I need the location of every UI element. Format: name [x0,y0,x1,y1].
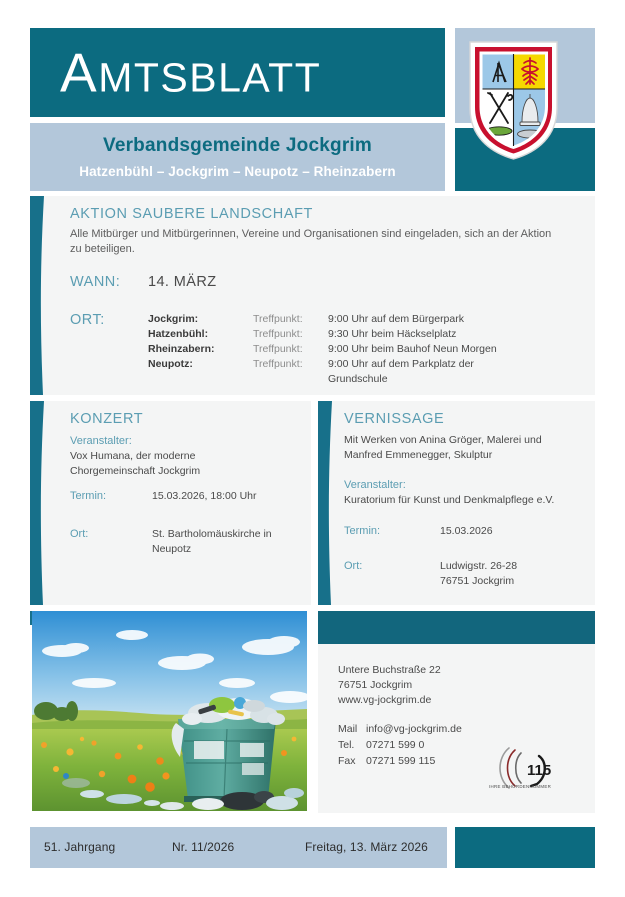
location-meetpoint-info-cont: Grundschule [328,373,388,385]
table-row [148,373,588,388]
villages-list: Hatzenbühl – Jockgrim – Neupotz – Rheinzabern [79,164,396,179]
konzert-veranstalter-line1: Vox Humana, der moderne [70,450,196,462]
aktion-wann-value: 14. MÄRZ [148,274,217,290]
konzert-ort-line2: Neupotz [152,543,192,555]
konzert-termin-label: Termin: [70,490,107,502]
footer-accent-block [455,827,595,868]
contact-address-line1: Untere Buchstraße 22 [338,664,441,676]
behoerdennummer-115-icon [487,744,557,792]
location-name: Jockgrim: [148,313,199,325]
behoerdennummer-caption: IHRE BEHÖRDENNUMMER [489,784,552,789]
location-meetpoint-label: Treffpunkt: [253,328,303,340]
aktion-locations-table [148,313,588,388]
vernissage-title: VERNISSAGE [344,411,445,427]
contact-fax-label: Fax [338,755,356,767]
location-meetpoint-label: Treffpunkt: [253,343,303,355]
vernissage-veranstalter-label: Veranstalter: [344,479,406,491]
konzert-accent-bar [30,401,48,605]
location-meetpoint-info: 9:00 Uhr beim Bauhof Neun Morgen [328,343,497,355]
vernissage-accent-bar [318,401,336,605]
contact-tel-value: 07271 599 0 [366,739,425,751]
konzert-ort-label: Ort: [70,528,89,540]
vernissage-termin-value: 15.03.2026 [440,525,493,537]
masthead-banner [30,28,445,117]
vernissage-veranstalter-value: Kuratorium für Kunst und Denkmalpflege e.V. [344,494,555,506]
location-name: Neupotz: [148,358,193,370]
contact-tel-label: Tel. [338,739,355,751]
coat-of-arms-icon [466,38,561,163]
vernissage-ort-label: Ort: [344,560,363,572]
konzert-veranstalter-label: Veranstalter: [70,435,132,447]
aktion-intro-line1: Alle Mitbürger und Mitbürgerinnen, Vereine und Organisationen sind eingeladen, sich an der Aktion [70,228,552,240]
page-title-initial: A [60,41,99,103]
table-row [148,313,588,328]
footer-date: Freitag, 13. März 2026 [305,840,428,854]
location-name: Hatzenbühl: [148,328,209,340]
footer-volume: 51. Jahrgang [44,840,116,854]
littering-photo [32,611,307,811]
subheader-band [30,123,445,191]
table-row [148,343,588,358]
vernissage-desc-line2: Manfred Emmenegger, Skulptur [344,449,493,461]
konzert-ort-line1: St. Bartholomäuskirche in [152,528,272,540]
svg-text:115: 115 [527,762,552,779]
contact-website[interactable]: www.vg-jockgrim.de [338,694,432,706]
table-row [148,358,588,373]
konzert-title: KONZERT [70,411,144,427]
contact-header-bar [318,611,595,644]
aktion-title: AKTION SAUBERE LANDSCHAFT [70,206,314,222]
contact-mail-value[interactable]: info@vg-jockgrim.de [366,723,462,735]
contact-heading: VERBANDSGEMEINDE JOCKGRIM [20,10,223,22]
municipality-name: Verbandsgemeinde Jockgrim [103,135,372,156]
location-meetpoint-label: Treffpunkt: [253,358,303,370]
aktion-accent-bar [30,196,48,395]
location-meetpoint-info: 9:30 Uhr beim Häckselplatz [328,328,457,340]
page-title-rest: MTSBLATT [98,54,322,100]
footer-issue: Nr. 11/2026 [172,840,235,854]
vernissage-ort-line2: 76751 Jockgrim [440,575,515,587]
aktion-wann-label: WANN: [70,274,121,290]
contact-fax-value: 07271 599 115 [366,755,436,767]
table-row [148,328,588,343]
vernissage-ort-line1: Ludwigstr. 26-28 [440,560,518,572]
konzert-termin-value: 15.03.2026, 18:00 Uhr [152,490,257,502]
location-meetpoint-info: 9:00 Uhr auf dem Parkplatz der [328,358,474,370]
aktion-intro-line2: zu beteiligen. [70,243,135,255]
konzert-veranstalter-line2: Chorgemeinschaft Jockgrim [70,465,201,477]
vernissage-desc-line1: Mit Werken von Anina Gröger, Malerei und [344,434,542,446]
location-name: Rheinzabern: [148,343,215,355]
page-title [60,41,322,103]
location-meetpoint-label: Treffpunkt: [253,313,303,325]
location-meetpoint-info: 9:00 Uhr auf dem Bürgerpark [328,313,464,325]
vernissage-termin-label: Termin: [344,525,381,537]
aktion-ort-label: ORT: [70,312,105,328]
contact-address-line2: 76751 Jockgrim [338,679,413,691]
contact-mail-label: Mail [338,723,358,735]
